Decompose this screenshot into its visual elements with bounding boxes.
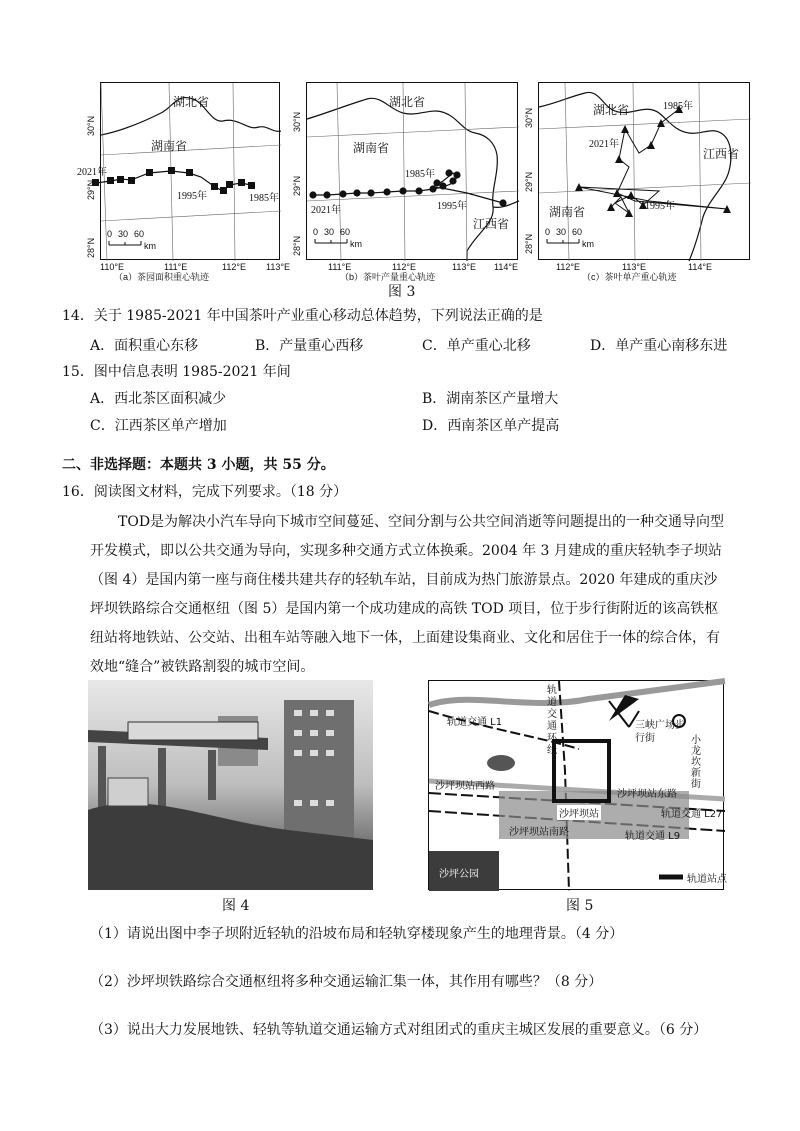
map-b-label-jiangxi: 江西省 (473, 217, 510, 231)
map-c-point (615, 155, 623, 163)
fig5-label-south-road: 沙坪坝站南路 (509, 827, 569, 838)
fig5-green-space (487, 755, 515, 771)
map-c-label-jiangxi: 江西省 (703, 147, 740, 161)
q14-option-b: B．产量重心西移 (255, 338, 364, 354)
map-a-year-1995: 1995年 (177, 191, 207, 202)
q14-option-d: D．单产重心南移东进 (590, 338, 728, 354)
map-a-title: （a）茶园面积重心轨迹 (114, 272, 210, 282)
fig5-label-loop: 轨道交通环线 (547, 685, 557, 756)
map-a-scale-km: km (144, 241, 156, 251)
fig5-label-l9: 轨道交通 L9 (625, 831, 681, 842)
map-a-graticule-30 (101, 145, 281, 155)
map-b-point (383, 188, 390, 195)
map-c-title: （c）茶叶单产重心轨迹 (582, 272, 677, 282)
map-a-point (168, 167, 175, 174)
map-b-scale-60: 60 (340, 227, 351, 237)
map-b-lon-113: 113°E (452, 262, 476, 272)
map-a-point (128, 177, 135, 184)
map-a-point (211, 183, 218, 190)
fig5-loop-line (559, 681, 569, 891)
map-b-output-centroid (306, 82, 518, 260)
q15-option-c: C．江西茶区单产增加 (90, 418, 227, 434)
map-b-point (499, 199, 506, 206)
q15-option-a: A．西北茶区面积减少 (90, 391, 227, 407)
q16-sub3: （3）说出大力发展地铁、轻轨等轨道交通运输方式对组团式的重庆主城区发展的重要意义。（6 分） (90, 1022, 708, 1038)
map-a-lon-112: 112°E (222, 262, 246, 272)
map-b-title: （b）茶叶产量重心轨迹 (340, 272, 436, 282)
map-a-point (117, 176, 124, 183)
map-a-lat-28: 28°N (86, 237, 96, 258)
fig5-label-west-road: 沙坪坝站西路 (435, 781, 495, 792)
map-b-label-hubei: 湖北省 (389, 95, 426, 109)
map-a-graticule-112 (233, 83, 235, 261)
fig5-label-station: 沙坪坝站 (557, 805, 601, 820)
map-a-point (248, 182, 255, 189)
map-a-graticule-29 (101, 211, 281, 221)
map-a-point (220, 187, 227, 194)
q14-option-a: A．面积重心东移 (90, 338, 199, 354)
map-a-lat-30: 30°N (86, 115, 96, 136)
map-b-scale-bar (315, 239, 347, 243)
map-b-point (445, 169, 452, 176)
map-b-scale-0: 0 (313, 227, 319, 237)
map-c-point (647, 141, 655, 149)
map-c-graticule-114 (699, 83, 701, 261)
fig5-label-east-road: 沙坪坝站东路 (617, 789, 677, 800)
fig5-label-park: 沙坪公园 (439, 869, 479, 880)
map-b-scale-30: 30 (324, 227, 335, 237)
map-b-lat-29: 29°N (292, 175, 302, 196)
map-b-lon-111: 111°E (328, 262, 352, 272)
map-c-lon-113: 113°E (622, 262, 646, 272)
map-a-scale-30: 30 (118, 229, 129, 239)
map-a-year-1985: 1985年 (249, 193, 279, 204)
map-c-lon-112: 112°E (556, 262, 580, 272)
map-c-point (613, 189, 621, 197)
map-c-year-1985: 1985年 (663, 101, 693, 112)
q16-sub1: （1）请说出图中李子坝附近轻轨的沿坡布局和轻轨穿楼现象产生的地理背景。（4 分） (90, 926, 624, 942)
fig5-label-l1: 轨道交通 L1 (447, 717, 503, 728)
map-a-lon-111: 111°E (164, 262, 188, 272)
map-b-point (453, 171, 460, 178)
figure5-shapingba-map (428, 680, 727, 890)
map-b-point (415, 187, 422, 194)
map-b-point (309, 191, 316, 198)
map-b-lat-30: 30°N (292, 111, 302, 132)
map-a-lat-29: 29°N (86, 179, 96, 200)
photo-monorail-train (128, 722, 258, 740)
map-c-graticule-30 (539, 119, 751, 129)
map-c-graticule-113 (633, 83, 635, 261)
q16-stem: 16．阅读图文材料，完成下列要求。（18 分） (62, 484, 348, 500)
q14-stem: 14．关于 1985-2021 年中国茶叶产业重心移动总体趋势，下列说法正确的是 (62, 308, 543, 324)
map-c-point (627, 191, 635, 199)
map-b-point (399, 187, 406, 194)
map-c-point (625, 209, 633, 217)
map-c-scale-30: 30 (556, 227, 567, 237)
map-b-year-2021: 2021年 (311, 205, 341, 216)
map-c-year-2021: 2021年 (589, 139, 619, 150)
map-b-scale-km: km (350, 239, 362, 249)
map-b-border (307, 98, 497, 261)
map-c-lon-114: 114°E (688, 262, 712, 272)
map-b-year-1985: 1985年 (405, 169, 435, 180)
map-b-graticule-113 (465, 83, 467, 261)
map-a-scale-60: 60 (134, 229, 145, 239)
map-b-lon-114: 114°E (494, 262, 518, 272)
fig5-road-top (429, 681, 725, 705)
figure4-caption: 图 4 (222, 898, 250, 914)
map-b-label-hunan: 湖南省 (353, 141, 390, 155)
section-2-heading: 二、非选择题：本题共 3 小题，共 55 分。 (62, 457, 335, 473)
fig5-legend-label: 轨道站点 (687, 874, 727, 885)
map-a-point (146, 169, 153, 176)
map-b-point (367, 189, 374, 196)
fig5-label-xiaolongkan: 小龙坎新街 (691, 735, 701, 790)
map-c-lat-29: 29°N (524, 171, 534, 192)
figure5-caption: 图 5 (566, 898, 594, 914)
map-a-lon-113: 113°E (266, 262, 290, 272)
figure3-caption: 图 3 (388, 284, 416, 300)
map-c-scale-km: km (582, 239, 594, 249)
map-c-label-hubei: 湖北省 (593, 103, 630, 117)
map-a-lon-110: 110°E (100, 262, 124, 272)
q16-sub2: （2）沙坪坝铁路综合交通枢纽将多种交通运输汇集一体，其作用有哪些？（8 分） (90, 974, 603, 990)
map-c-scale-bar (547, 239, 579, 243)
map-c-graticule-29 (539, 183, 751, 193)
map-c-scale-60: 60 (572, 227, 583, 237)
map-a-scale-0: 0 (107, 229, 113, 239)
map-a-scale-bar (109, 241, 141, 245)
map-a-label-hubei: 湖北省 (173, 95, 210, 109)
map-c-lat-30: 30°N (524, 107, 534, 128)
map-a-point (226, 181, 233, 188)
map-b-point (339, 190, 346, 197)
q15-option-d: D．西南茶区单产提高 (422, 418, 560, 434)
map-c-lat-28: 28°N (524, 233, 534, 254)
figure4-photo-drawing (88, 680, 373, 890)
map-c-point (621, 125, 629, 133)
map-b-lat-28: 28°N (292, 235, 302, 256)
photo-small-house (108, 778, 148, 806)
map-b-point (433, 179, 440, 186)
map-b-point (429, 185, 436, 192)
map-b-graticule-30 (307, 127, 519, 137)
map-c-label-hunan: 湖南省 (549, 205, 586, 219)
map-a-year-2021: 2021年 (77, 167, 107, 178)
map-a-label-hunan: 湖南省 (151, 139, 188, 153)
map-a-point (238, 179, 245, 186)
q14-option-c: C．单产重心北移 (422, 338, 531, 354)
map-a-point (107, 177, 114, 184)
map-c-yield-centroid (538, 82, 750, 260)
map-a-point (186, 169, 193, 176)
map-b-point (353, 189, 360, 196)
map-b-point (323, 191, 330, 198)
map-c-year-1995: 1995年 (645, 201, 675, 212)
q16-passage: TOD是为解决小汽车导向下城市空间蔓延、空间分割与公共空间消逝等问题提出的一种交通导向型开发模式，即以公共交通为导向，实现多种交通方式立体换乘。2004 年 3 月建成的重庆轻轨李子坝站（图 4）是国内第一座与商住楼共建共存的轻轨车站，目前成为热门旅游景点。2020 年建成的重庆沙坪坝铁路综合交通枢纽（图 5）是国内第一个成功建成的高铁 TOD 项目，位于步行街附近的该高铁枢纽站将地铁站、公交站、出租车站等融入地下一体，上面建设集商业、文化和居住于一体的综合体，有效地“缝合”被铁路割裂的城市空间。 (90, 514, 725, 675)
map-c-svg (539, 83, 751, 261)
figure4-photo-liziba-station (88, 680, 373, 890)
map-b-point (449, 177, 456, 184)
q15-option-b: B．湖南茶区产量增大 (422, 391, 559, 407)
map-b-lon-112: 112°E (392, 262, 416, 272)
fig5-label-l27: 轨道交通 L27 (661, 809, 723, 820)
map-b-graticule-29 (307, 191, 519, 201)
map-b-year-1995: 1995年 (437, 201, 467, 212)
q15-stem: 15．图中信息表明 1985-2021 年间 (62, 364, 291, 380)
map-c-scale-0: 0 (545, 227, 551, 237)
fig5-label-sanxia: 三峡广场步行街 (635, 720, 685, 744)
